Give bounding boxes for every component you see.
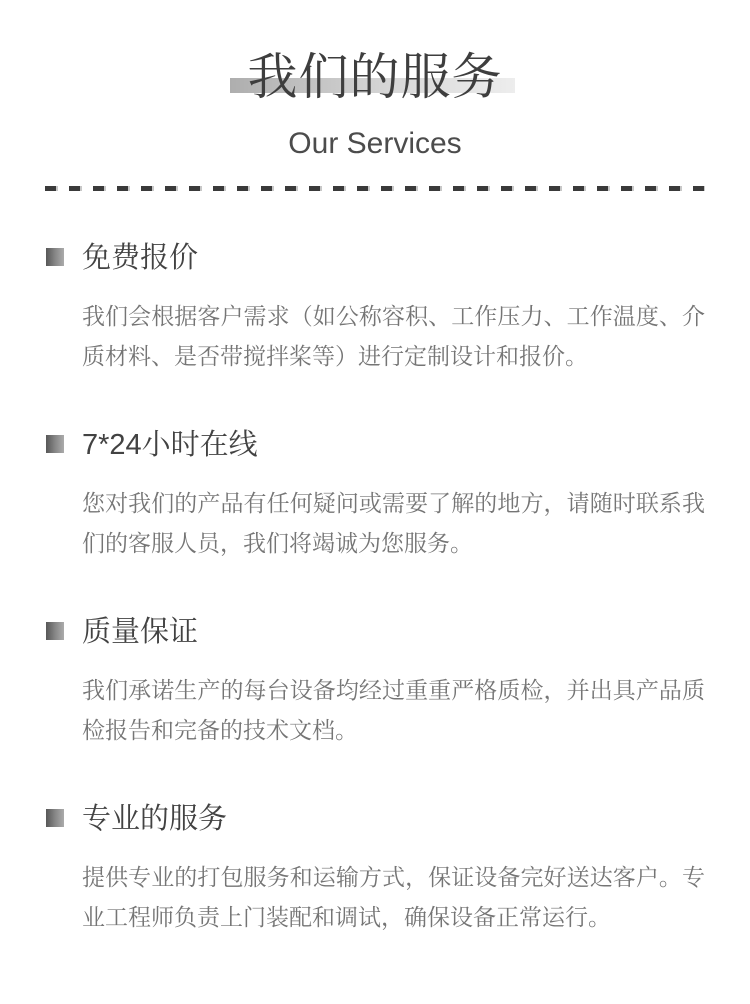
dashed-divider bbox=[45, 186, 705, 191]
service-item-title: 7*24小时在线 bbox=[82, 429, 258, 461]
service-item-header bbox=[45, 615, 705, 650]
service-list bbox=[45, 241, 705, 937]
service-item-description: 我们承诺生产的每台设备均经过重重严格质检，并出具产品质检报告和完备的技术文档。 bbox=[82, 677, 705, 743]
service-item-professional-service bbox=[45, 802, 705, 937]
service-item-free-quote bbox=[45, 241, 705, 376]
square-bullet-icon bbox=[46, 809, 64, 827]
service-item-quality-guarantee bbox=[45, 615, 705, 750]
service-item-online-support bbox=[45, 428, 705, 563]
square-bullet-icon bbox=[46, 248, 64, 266]
square-bullet-icon bbox=[46, 622, 64, 640]
service-item-description: 我们会根据客户需求（如公称容积、工作压力、工作温度、介质材料、是否带搅拌桨等）进行定制设计和报价。 bbox=[82, 303, 705, 369]
service-item-description: 您对我们的产品有任何疑问或需要了解的地方，请随时联系我们的客服人员，我们将竭诚为您服务。 bbox=[82, 490, 705, 556]
square-bullet-icon bbox=[46, 435, 64, 453]
service-item-header bbox=[45, 802, 705, 837]
service-item-title: 免费报价 bbox=[82, 242, 199, 274]
service-item-title: 质量保证 bbox=[82, 616, 199, 648]
section-subtitle: Our Services bbox=[288, 127, 462, 160]
section-title-text: 我们的服务 bbox=[247, 49, 503, 105]
section-header bbox=[45, 46, 705, 162]
service-item-header bbox=[45, 428, 705, 463]
service-item-header bbox=[45, 241, 705, 276]
service-item-title: 专业的服务 bbox=[82, 803, 228, 835]
section-title bbox=[248, 46, 503, 108]
service-item-description: 提供专业的打包服务和运输方式，保证设备完好送达客户。专业工程师负责上门装配和调试，确保设备正常运行。 bbox=[82, 864, 705, 930]
